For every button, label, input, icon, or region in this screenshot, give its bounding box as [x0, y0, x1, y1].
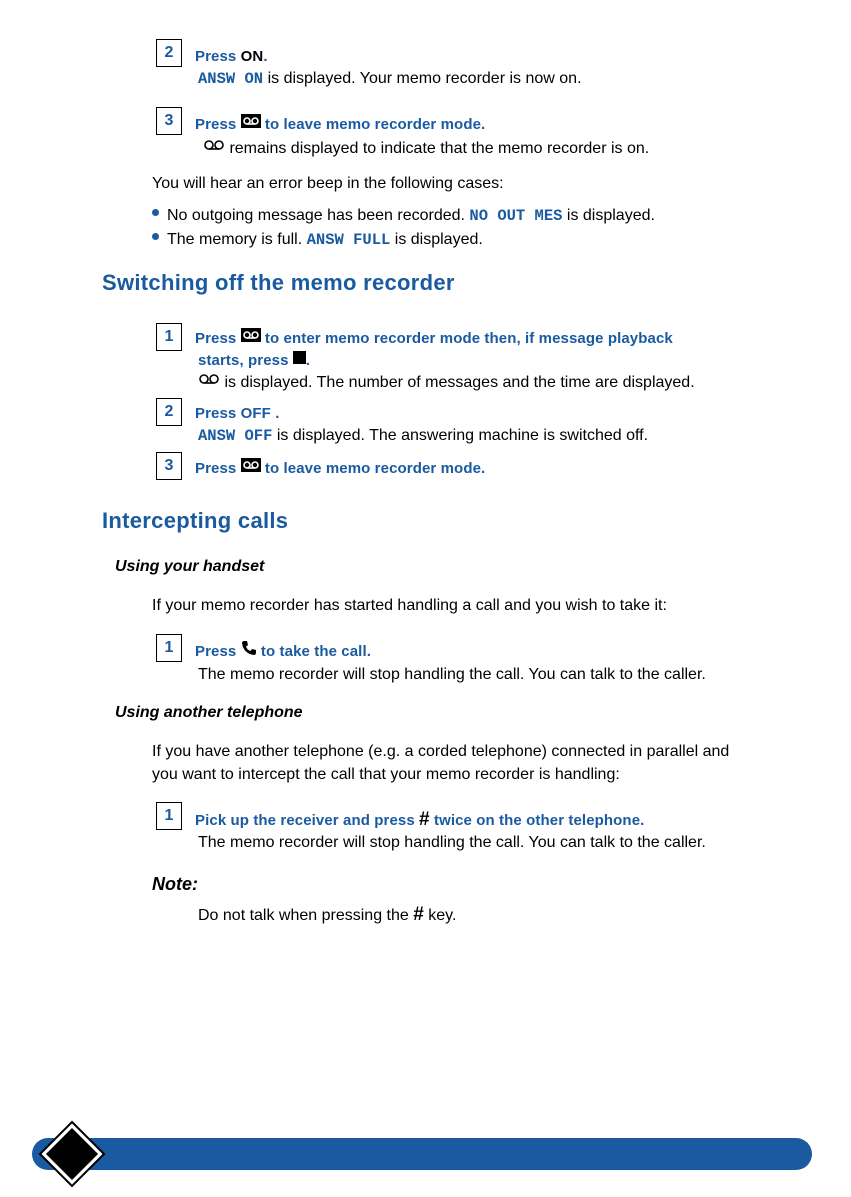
- step-number-badge: 2: [156, 398, 182, 426]
- section-heading: Switching off the memo recorder: [102, 270, 455, 295]
- step-rest-label: to leave memo recorder mode.: [260, 460, 486, 477]
- step-rest-label: to take the call.: [256, 642, 371, 660]
- step-instruction: [195, 460, 485, 478]
- bullet-icon: [152, 209, 159, 216]
- bullet-end-text: is displayed.: [562, 207, 655, 224]
- lcd-text: ANSW FULL: [306, 231, 391, 249]
- note-text: [198, 904, 456, 926]
- footer-bar: [32, 1138, 812, 1170]
- beep-intro: You will hear an error beep in the following cases:: [152, 175, 504, 192]
- step-instruction: [195, 116, 485, 134]
- step-instruction: [195, 809, 644, 831]
- bullet-text: The memory is full.: [167, 231, 307, 248]
- step-press-label: Press: [195, 48, 241, 65]
- phone-icon: [241, 640, 257, 660]
- note-heading: Note:: [152, 874, 198, 894]
- bullet-icon: [152, 233, 159, 240]
- step-number-badge: 1: [156, 323, 182, 351]
- step-number-badge: 2: [156, 39, 182, 67]
- step-rest-label: twice on the other telephone.: [429, 812, 645, 829]
- memo-key-icon: [241, 458, 261, 476]
- step-period: .: [305, 352, 311, 369]
- bullet-item: [152, 231, 483, 249]
- step-press-label: Press: [195, 460, 241, 477]
- section-heading: Intercepting calls: [102, 508, 289, 533]
- lcd-text: NO OUT MES: [469, 207, 563, 225]
- step-rest-label: to enter memo recorder mode then, if message playback: [260, 330, 673, 347]
- stop-key-icon: [293, 351, 306, 368]
- description-text: is displayed. The number of messages and the time are displayed.: [220, 374, 695, 392]
- tape-icon: [198, 372, 220, 390]
- step-number-badge: 3: [156, 107, 182, 135]
- step-line2-label: starts, press: [198, 352, 293, 369]
- bullet-end-text: is displayed.: [390, 231, 483, 248]
- memo-key-icon: [241, 328, 261, 346]
- description-text: is displayed. Your memo recorder is now on.: [263, 70, 582, 87]
- step-number-badge: 1: [156, 802, 182, 830]
- intro-text: If your memo recorder has started handling a call and you wish to take it:: [152, 597, 667, 614]
- lcd-text: ANSW ON: [198, 70, 264, 88]
- step-rest-label: to leave memo recorder mode.: [260, 116, 486, 133]
- hash-key-label: #: [419, 809, 430, 830]
- step-instruction: Press OFF .: [195, 405, 280, 422]
- step-period: .: [263, 48, 268, 65]
- step-description: [198, 374, 695, 392]
- step-press-label: Press: [195, 330, 241, 347]
- subsection-heading: Using your handset: [115, 558, 265, 575]
- step-press-label: Press: [195, 642, 241, 660]
- step-instruction: [195, 642, 371, 662]
- step-press-label: Press: [195, 116, 241, 133]
- intro-text: If you have another telephone (e.g. a corded telephone) connected in parallel and: [152, 743, 730, 760]
- lcd-text: ANSW OFF: [198, 427, 273, 445]
- on-key-label: ON: [240, 48, 264, 65]
- step-description: [198, 70, 582, 88]
- step-number-badge: 3: [156, 452, 182, 480]
- memo-key-icon: [241, 114, 261, 132]
- description-text: remains displayed to indicate that the memo recorder is on.: [225, 140, 650, 158]
- step-instruction-line2: [198, 352, 310, 370]
- step-description: [203, 140, 649, 158]
- subsection-heading: Using another telephone: [115, 704, 303, 721]
- description-text: is displayed. The answering machine is switched off.: [272, 427, 649, 444]
- step-instruction: [195, 48, 268, 65]
- step-description: [198, 427, 648, 445]
- tape-icon: [203, 138, 225, 156]
- bullet-item: [152, 207, 655, 225]
- intro-text: you want to intercept the call that your memo recorder is handling:: [152, 766, 620, 783]
- step-press-label: Pick up the receiver and press: [195, 812, 420, 829]
- step-description: The memo recorder will stop handling the call. You can talk to the caller.: [198, 834, 706, 851]
- page-corner-diamond-icon: [28, 1120, 108, 1195]
- hash-key-label: #: [413, 904, 424, 925]
- bullet-text: No outgoing message has been recorded.: [167, 207, 470, 224]
- step-instruction: [195, 330, 673, 348]
- step-number-badge: 1: [156, 634, 182, 662]
- note-text-part: Do not talk when pressing the: [198, 907, 414, 924]
- step-description: The memo recorder will stop handling the call. You can talk to the caller.: [198, 666, 706, 683]
- note-text-part: key.: [423, 907, 457, 924]
